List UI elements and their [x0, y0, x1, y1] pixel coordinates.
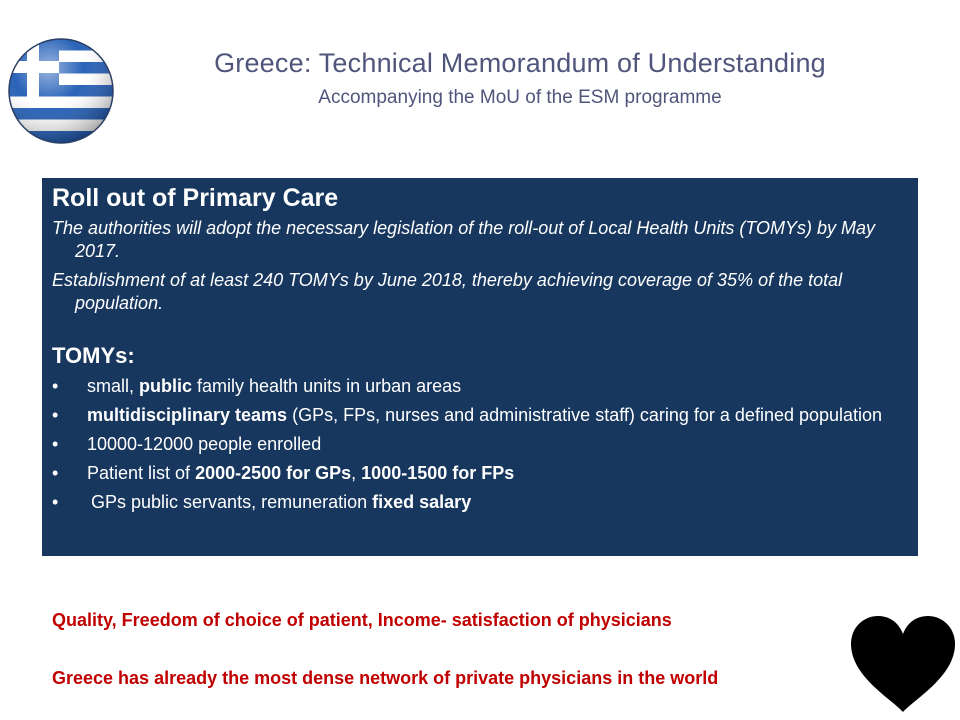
bullet-icon: •	[52, 405, 59, 425]
list-item: • Patient list of 2000-2500 for GPs, 1000-1500 for FPs	[52, 463, 515, 483]
list-item: • 10000-12000 people enrolled	[52, 434, 322, 454]
primary-care-panel	[42, 178, 918, 556]
establishment-paragraph: Establishment of at least 240 TOMYs by June 2018, thereby achieving coverage of 35% of the total population.	[52, 270, 843, 313]
bullet-icon: •	[52, 376, 59, 396]
panel-heading: Roll out of Primary Care	[52, 184, 339, 212]
page-title: Greece: Technical Memorandum of Understanding	[214, 48, 826, 78]
quality-statement: Quality, Freedom of choice of patient, Income- satisfaction of physicians	[52, 610, 672, 630]
tomys-heading: TOMYs:	[52, 343, 135, 368]
list-item: • small, public family health units in urban areas	[52, 376, 462, 396]
list-item: • GPs public servants, remuneration fixed salary	[52, 492, 472, 512]
network-statement: Greece has already the most dense network of private physicians in the world	[52, 668, 719, 688]
bullet-icon: •	[52, 463, 59, 483]
list-item: • multidisciplinary teams (GPs, FPs, nurses and administrative staff) caring for a defined population	[52, 405, 883, 425]
tomys-bullet-list	[52, 375, 908, 514]
header	[140, 44, 900, 112]
legislation-paragraph: The authorities will adopt the necessary legislation of the roll-out of Local Health Units (TOMYs) by May 2017.	[52, 218, 876, 261]
greek-flag-icon	[7, 37, 115, 145]
heart-icon	[848, 614, 958, 714]
page-subtitle: Accompanying the MoU of the ESM programme	[318, 87, 722, 108]
bullet-icon: •	[52, 492, 59, 512]
bullet-icon: •	[52, 434, 59, 454]
